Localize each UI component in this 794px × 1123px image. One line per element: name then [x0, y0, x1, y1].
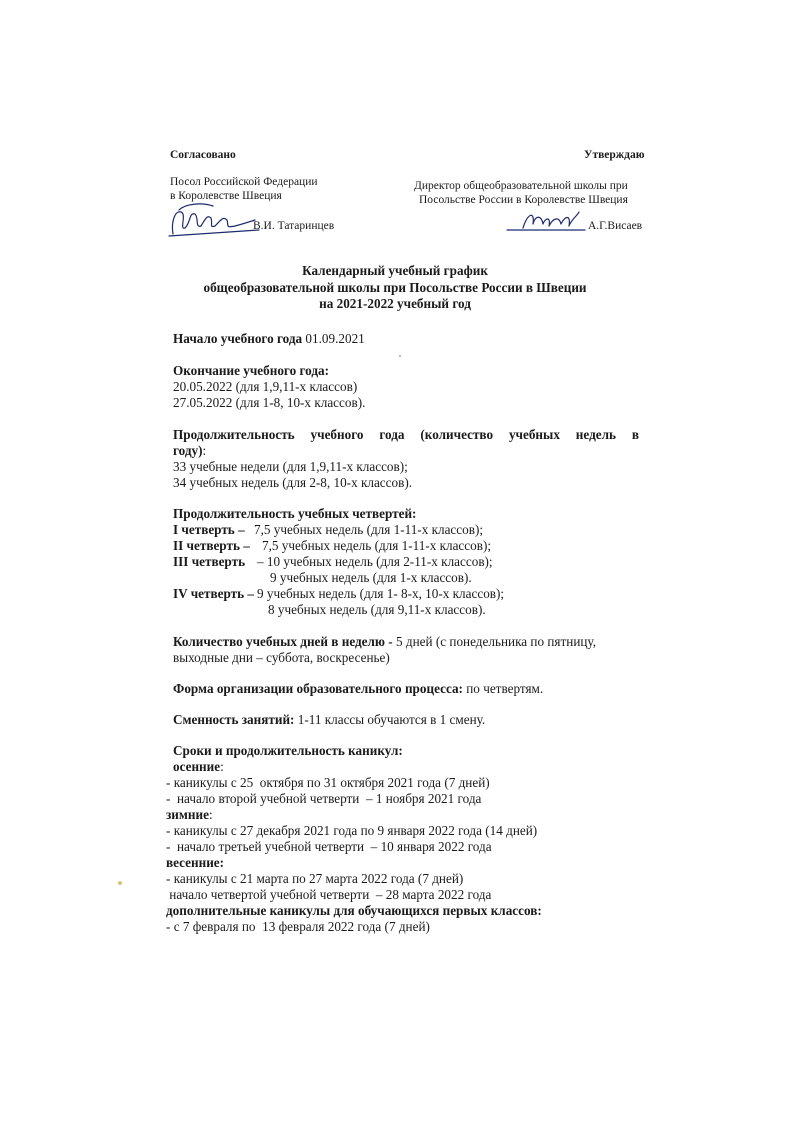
- shift-label: Сменность занятий:: [173, 712, 295, 727]
- days-text1: 5 дней (с понедельника по пятницу,: [392, 634, 597, 649]
- left-signature: [165, 200, 261, 240]
- holidays-winter-colon: :: [208, 807, 213, 822]
- end-label: Окончание учебного года:: [173, 363, 330, 378]
- duration-label-colon: :: [202, 443, 207, 458]
- scan-speck: [118, 881, 122, 885]
- quarter-2: [173, 538, 491, 555]
- end-line1: 20.05.2022 (для 1,9,11-х классов): [173, 379, 358, 394]
- holidays-autumn-2: - начало второй учебной четверти – 1 ноября 2021 года: [166, 791, 482, 806]
- end-line2: 27.05.2022 (для 1-8, 10-х классов).: [173, 395, 366, 410]
- holidays-winter-2: - начало третьей учебной четверти – 10 января 2022 года: [166, 839, 492, 854]
- quarter-4-label: IV четверть –: [173, 586, 254, 601]
- left-heading: Согласовано: [170, 149, 236, 161]
- scan-speck: [399, 355, 401, 357]
- duration-line1: 33 учебные недели (для 1,9,11-х классов);: [173, 459, 408, 474]
- duration-label-line2-wrap: [173, 443, 206, 460]
- holidays-spring-1: - каникулы с 21 марта по 27 марта 2022 года (7 дней): [166, 871, 464, 886]
- left-signer-name: В.И. Татаринцев: [253, 220, 335, 232]
- holidays-spring-label: весенние:: [166, 855, 225, 870]
- holidays-winter-label: зимние: [166, 807, 209, 822]
- right-position-line1: Директор общеобразовательной школы при: [414, 180, 628, 192]
- days-line1: [173, 634, 596, 651]
- form-text: по четвертям.: [462, 681, 544, 696]
- start-value: 01.09.2021: [302, 331, 365, 346]
- quarter-3-text2: 9 учебных недель (для 1-х классов).: [270, 570, 472, 585]
- holidays-extra-1: - с 7 февраля по 13 февраля 2022 года (7 дней): [166, 919, 430, 934]
- quarter-3-text: – 10 учебных недель (для 2-11-х классов);: [257, 554, 493, 569]
- quarter-1-label: I четверть –: [173, 522, 245, 537]
- holidays-autumn-1: - каникулы с 25 октября по 31 октября 2021 года (7 дней): [166, 775, 490, 790]
- days-label: Количество учебных дней в неделю -: [173, 634, 393, 649]
- quarter-3: [173, 554, 493, 571]
- start-label: Начало учебного года: [173, 331, 303, 346]
- duration-label-line1: Продолжительность учебного года (количество учебных недель в: [173, 427, 639, 442]
- right-signature: [505, 206, 589, 236]
- holidays-label: Сроки и продолжительность каникул:: [173, 743, 403, 758]
- duration-line2: 34 учебных недель (для 2-8, 10-х классов).: [173, 475, 413, 490]
- form-line: [173, 681, 543, 698]
- holidays-winter-heading: [166, 807, 213, 824]
- document-title: [160, 263, 630, 313]
- right-position-line2: Посольстве России в Королевстве Швеция: [419, 194, 628, 206]
- holidays-autumn-label: осенние: [173, 759, 221, 774]
- left-position-line2: в Королевстве Швеция: [170, 190, 282, 202]
- title-line1: Календарный учебный график: [302, 263, 488, 278]
- shift-text: 1-11 классы обучаются в 1 смену.: [294, 712, 486, 727]
- holidays-spring-2: начало четвертой учебной четверти – 28 марта 2022 года: [166, 887, 492, 902]
- days-text2: выходные дни – суббота, воскресенье): [173, 650, 390, 665]
- holidays-autumn-colon: :: [220, 759, 224, 774]
- duration-label-line2: году): [173, 443, 203, 458]
- left-position-line1: Посол Российской Федерации: [170, 176, 318, 188]
- holidays-extra-label: дополнительные каникулы для обучающихся первых классов:: [166, 903, 542, 918]
- quarter-1: [173, 522, 483, 539]
- quarter-3-label: III четверть: [173, 554, 246, 569]
- quarter-4-text2: 8 учебных недель (для 9,11-х классов).: [268, 602, 486, 617]
- shift-line: [173, 712, 485, 729]
- holidays-winter-1: - каникулы с 27 декабря 2021 года по 9 января 2022 года (14 дней): [166, 823, 538, 838]
- right-signer-name: А.Г.Висаев: [588, 220, 643, 232]
- quarter-2-text: 7,5 учебных недель (для 1-11-х классов);: [262, 538, 492, 553]
- quarters-label: Продолжительность учебных четвертей:: [173, 506, 417, 521]
- quarter-4-text: 9 учебных недель (для 1- 8-х, 10-х классов);: [257, 586, 505, 601]
- title-line3: на 2021-2022 учебный год: [319, 296, 471, 311]
- start-of-year: [173, 331, 365, 348]
- quarter-1-text: 7,5 учебных недель (для 1-11-х классов);: [254, 522, 484, 537]
- right-heading: Утверждаю: [584, 149, 645, 161]
- quarter-4: [173, 586, 504, 603]
- form-label: Форма организации образовательного процесса:: [173, 681, 463, 696]
- quarter-2-label: II четверть –: [173, 538, 250, 553]
- holidays-autumn-heading: [173, 759, 224, 776]
- title-line2: общеобразовательной школы при Посольстве России в Швеции: [203, 279, 587, 295]
